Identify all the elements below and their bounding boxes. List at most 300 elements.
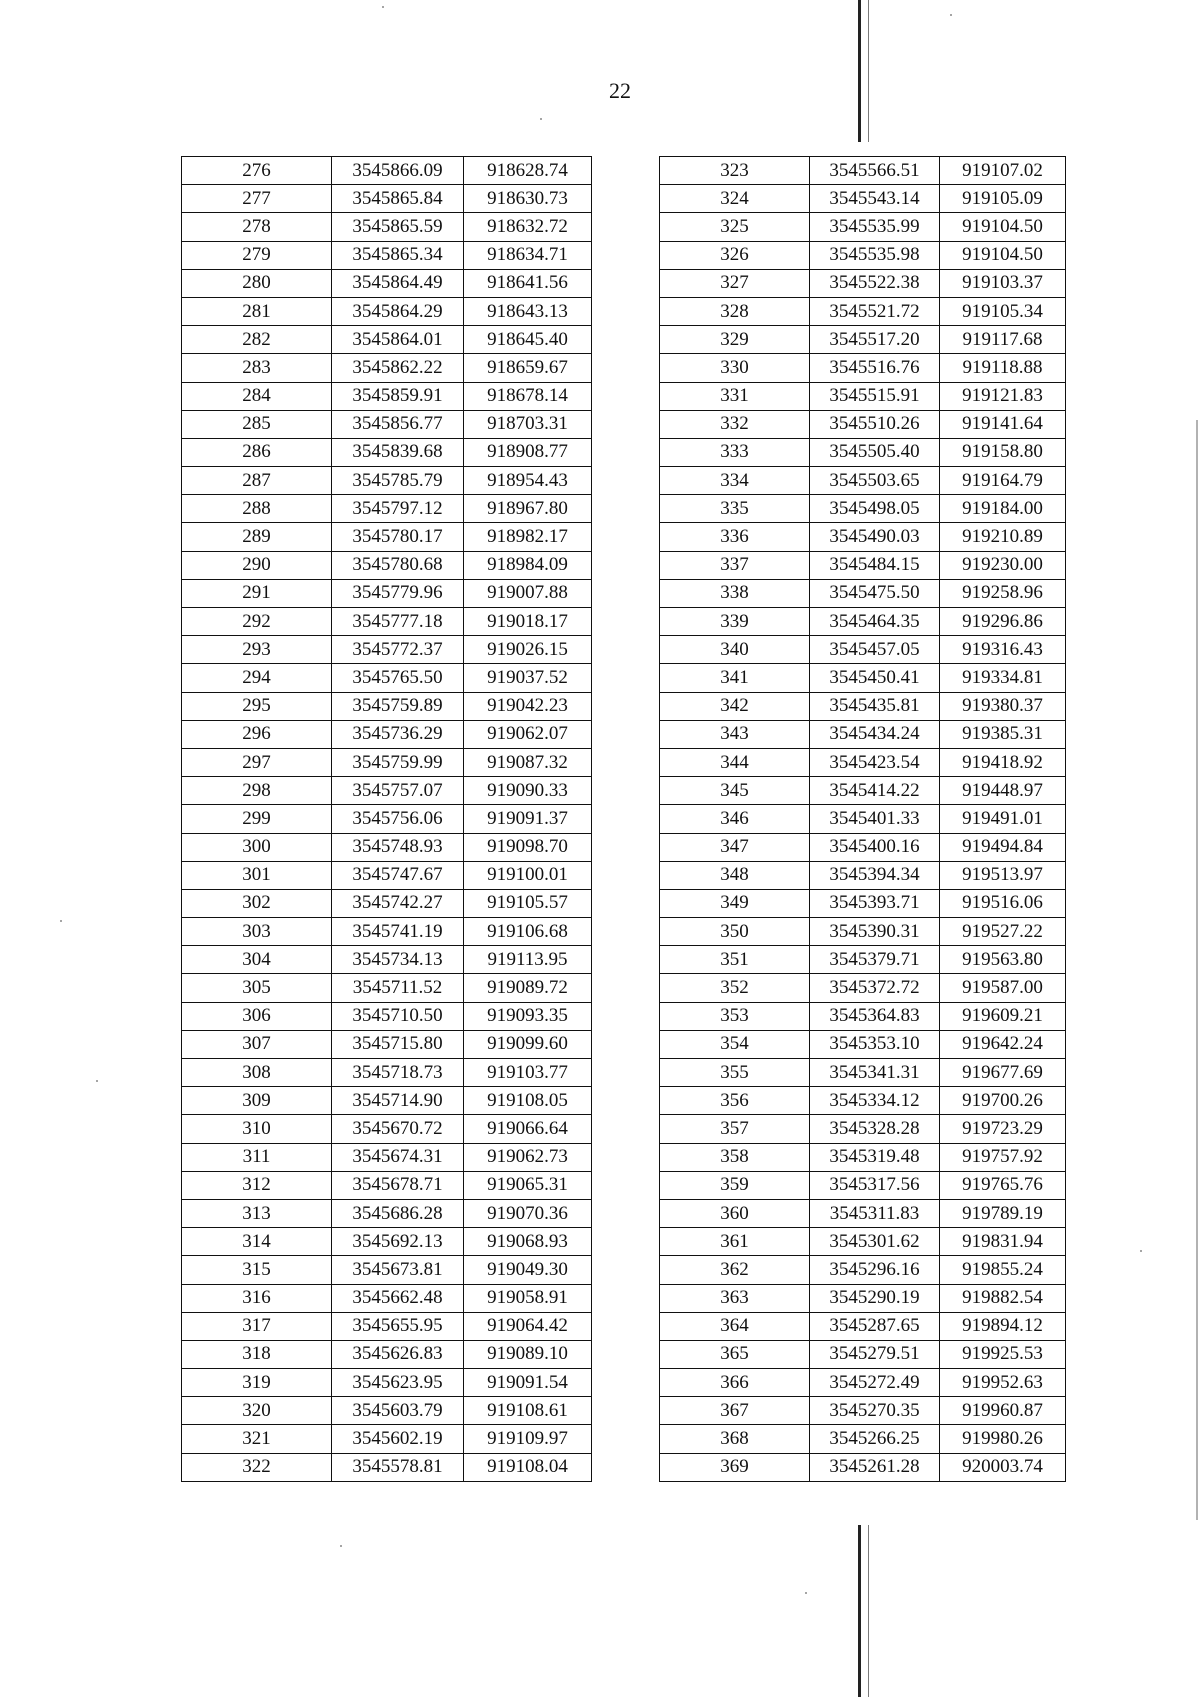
x-coordinate-cell: 3545734.13: [332, 946, 464, 974]
x-coordinate-cell: 3545718.73: [332, 1059, 464, 1087]
x-coordinate-cell: 3545364.83: [810, 1002, 940, 1030]
table-row: [660, 777, 1066, 805]
point-number-cell: 296: [182, 720, 332, 748]
point-number-cell: 312: [182, 1171, 332, 1199]
y-coordinate-cell: 918954.43: [464, 467, 592, 495]
table-row: [660, 1002, 1066, 1030]
table-row: [182, 805, 592, 833]
table-row: [660, 438, 1066, 466]
table-row: [660, 297, 1066, 325]
x-coordinate-cell: 3545434.24: [810, 720, 940, 748]
table-row: [182, 748, 592, 776]
y-coordinate-cell: 919164.79: [940, 467, 1066, 495]
binding-line-top-thin: [868, 0, 869, 142]
table-row: [660, 523, 1066, 551]
y-coordinate-cell: 919099.60: [464, 1030, 592, 1058]
point-number-cell: 309: [182, 1087, 332, 1115]
y-coordinate-cell: 918630.73: [464, 185, 592, 213]
y-coordinate-cell: 919064.42: [464, 1312, 592, 1340]
y-coordinate-cell: 918703.31: [464, 410, 592, 438]
table-row: [660, 269, 1066, 297]
right-edge-line: [1196, 420, 1198, 1520]
scan-speck: [340, 1545, 342, 1547]
point-number-cell: 360: [660, 1199, 810, 1227]
x-coordinate-cell: 3545319.48: [810, 1143, 940, 1171]
x-coordinate-cell: 3545785.79: [332, 467, 464, 495]
y-coordinate-cell: 919380.37: [940, 692, 1066, 720]
point-number-cell: 335: [660, 495, 810, 523]
table-row: [182, 918, 592, 946]
point-number-cell: 344: [660, 748, 810, 776]
point-number-cell: 307: [182, 1030, 332, 1058]
x-coordinate-cell: 3545484.15: [810, 551, 940, 579]
y-coordinate-cell: 919089.72: [464, 974, 592, 1002]
point-number-cell: 314: [182, 1228, 332, 1256]
y-coordinate-cell: 919105.34: [940, 297, 1066, 325]
y-coordinate-cell: 919091.37: [464, 805, 592, 833]
x-coordinate-cell: 3545736.29: [332, 720, 464, 748]
point-number-cell: 365: [660, 1340, 810, 1368]
x-coordinate-cell: 3545623.95: [332, 1369, 464, 1397]
table-row: [660, 1340, 1066, 1368]
point-number-cell: 339: [660, 608, 810, 636]
x-coordinate-cell: 3545334.12: [810, 1087, 940, 1115]
x-coordinate-cell: 3545715.80: [332, 1030, 464, 1058]
x-coordinate-cell: 3545772.37: [332, 636, 464, 664]
y-coordinate-cell: 919642.24: [940, 1030, 1066, 1058]
x-coordinate-cell: 3545864.49: [332, 269, 464, 297]
table-row: [182, 861, 592, 889]
x-coordinate-cell: 3545279.51: [810, 1340, 940, 1368]
point-number-cell: 340: [660, 636, 810, 664]
point-number-cell: 336: [660, 523, 810, 551]
x-coordinate-cell: 3545864.01: [332, 326, 464, 354]
y-coordinate-cell: 919141.64: [940, 410, 1066, 438]
table-row: [182, 1369, 592, 1397]
table-row: [660, 1059, 1066, 1087]
y-coordinate-cell: 919117.68: [940, 326, 1066, 354]
point-number-cell: 290: [182, 551, 332, 579]
y-coordinate-cell: 919091.54: [464, 1369, 592, 1397]
point-number-cell: 285: [182, 410, 332, 438]
binding-line-bottom: [858, 1525, 861, 1697]
y-coordinate-cell: 918678.14: [464, 382, 592, 410]
table-row: [660, 326, 1066, 354]
point-number-cell: 327: [660, 269, 810, 297]
point-number-cell: 277: [182, 185, 332, 213]
y-coordinate-cell: 919068.93: [464, 1228, 592, 1256]
point-number-cell: 357: [660, 1115, 810, 1143]
point-number-cell: 282: [182, 326, 332, 354]
table-row: [182, 1425, 592, 1453]
x-coordinate-cell: 3545742.27: [332, 889, 464, 917]
table-row: [182, 889, 592, 917]
table-row: [182, 1453, 592, 1481]
x-coordinate-cell: 3545865.34: [332, 241, 464, 269]
point-number-cell: 346: [660, 805, 810, 833]
table-row: [660, 664, 1066, 692]
y-coordinate-cell: 919513.97: [940, 861, 1066, 889]
x-coordinate-cell: 3545757.07: [332, 777, 464, 805]
x-coordinate-cell: 3545353.10: [810, 1030, 940, 1058]
table-row: [660, 1115, 1066, 1143]
point-number-cell: 297: [182, 748, 332, 776]
x-coordinate-cell: 3545865.59: [332, 213, 464, 241]
point-number-cell: 298: [182, 777, 332, 805]
table-row: [182, 354, 592, 382]
x-coordinate-cell: 3545602.19: [332, 1425, 464, 1453]
binding-line-top: [858, 0, 861, 142]
page-number: 22: [609, 78, 631, 103]
x-coordinate-cell: 3545779.96: [332, 579, 464, 607]
point-number-cell: 291: [182, 579, 332, 607]
y-coordinate-cell: 919105.09: [940, 185, 1066, 213]
y-coordinate-cell: 919121.83: [940, 382, 1066, 410]
y-coordinate-cell: 919066.64: [464, 1115, 592, 1143]
x-coordinate-cell: 3545603.79: [332, 1397, 464, 1425]
table-row: [182, 1002, 592, 1030]
x-coordinate-cell: 3545759.99: [332, 748, 464, 776]
x-coordinate-cell: 3545839.68: [332, 438, 464, 466]
point-number-cell: 353: [660, 1002, 810, 1030]
x-coordinate-cell: 3545400.16: [810, 833, 940, 861]
x-coordinate-cell: 3545756.06: [332, 805, 464, 833]
x-coordinate-cell: 3545777.18: [332, 608, 464, 636]
table-row: [660, 1030, 1066, 1058]
point-number-cell: 317: [182, 1312, 332, 1340]
x-coordinate-cell: 3545655.95: [332, 1312, 464, 1340]
x-coordinate-cell: 3545401.33: [810, 805, 940, 833]
scan-speck: [60, 920, 62, 922]
table-row: [660, 918, 1066, 946]
table-row: [660, 636, 1066, 664]
y-coordinate-cell: 920003.74: [940, 1453, 1066, 1481]
x-coordinate-cell: 3545266.25: [810, 1425, 940, 1453]
y-coordinate-cell: 919385.31: [940, 720, 1066, 748]
table-row: [182, 1397, 592, 1425]
point-number-cell: 319: [182, 1369, 332, 1397]
point-number-cell: 294: [182, 664, 332, 692]
y-coordinate-cell: 919049.30: [464, 1256, 592, 1284]
y-coordinate-cell: 919448.97: [940, 777, 1066, 805]
table-row: [660, 1453, 1066, 1481]
table-row: [660, 1369, 1066, 1397]
y-coordinate-cell: 919334.81: [940, 664, 1066, 692]
point-number-cell: 306: [182, 1002, 332, 1030]
y-coordinate-cell: 919070.36: [464, 1199, 592, 1227]
x-coordinate-cell: 3545578.81: [332, 1453, 464, 1481]
x-coordinate-cell: 3545765.50: [332, 664, 464, 692]
table-row: [182, 382, 592, 410]
point-number-cell: 350: [660, 918, 810, 946]
table-row: [660, 1425, 1066, 1453]
y-coordinate-cell: 918908.77: [464, 438, 592, 466]
x-coordinate-cell: 3545741.19: [332, 918, 464, 946]
y-coordinate-cell: 919258.96: [940, 579, 1066, 607]
point-number-cell: 338: [660, 579, 810, 607]
point-number-cell: 302: [182, 889, 332, 917]
point-number-cell: 349: [660, 889, 810, 917]
table-row: [182, 1284, 592, 1312]
y-coordinate-cell: 918632.72: [464, 213, 592, 241]
point-number-cell: 368: [660, 1425, 810, 1453]
y-coordinate-cell: 919609.21: [940, 1002, 1066, 1030]
point-number-cell: 278: [182, 213, 332, 241]
table-row: [182, 692, 592, 720]
x-coordinate-cell: 3545759.89: [332, 692, 464, 720]
table-row: [182, 269, 592, 297]
x-coordinate-cell: 3545780.17: [332, 523, 464, 551]
table-row: [182, 1143, 592, 1171]
y-coordinate-cell: 918984.09: [464, 551, 592, 579]
x-coordinate-cell: 3545866.09: [332, 157, 464, 185]
y-coordinate-cell: 919108.61: [464, 1397, 592, 1425]
point-number-cell: 280: [182, 269, 332, 297]
y-coordinate-cell: 919158.80: [940, 438, 1066, 466]
x-coordinate-cell: 3545543.14: [810, 185, 940, 213]
x-coordinate-cell: 3545510.26: [810, 410, 940, 438]
point-number-cell: 281: [182, 297, 332, 325]
point-number-cell: 304: [182, 946, 332, 974]
point-number-cell: 352: [660, 974, 810, 1002]
point-number-cell: 311: [182, 1143, 332, 1171]
x-coordinate-cell: 3545521.72: [810, 297, 940, 325]
y-coordinate-cell: 919960.87: [940, 1397, 1066, 1425]
point-number-cell: 363: [660, 1284, 810, 1312]
table-row: [660, 748, 1066, 776]
x-coordinate-cell: 3545673.81: [332, 1256, 464, 1284]
x-coordinate-cell: 3545862.22: [332, 354, 464, 382]
table-row: [182, 1256, 592, 1284]
point-number-cell: 305: [182, 974, 332, 1002]
x-coordinate-cell: 3545780.68: [332, 551, 464, 579]
x-coordinate-cell: 3545450.41: [810, 664, 940, 692]
point-number-cell: 325: [660, 213, 810, 241]
point-number-cell: 334: [660, 467, 810, 495]
y-coordinate-cell: 918659.67: [464, 354, 592, 382]
y-coordinate-cell: 919184.00: [940, 495, 1066, 523]
x-coordinate-cell: 3545261.28: [810, 1453, 940, 1481]
point-number-cell: 316: [182, 1284, 332, 1312]
x-coordinate-cell: 3545714.90: [332, 1087, 464, 1115]
y-coordinate-cell: 919104.50: [940, 241, 1066, 269]
table-row: [660, 579, 1066, 607]
x-coordinate-cell: 3545390.31: [810, 918, 940, 946]
point-number-cell: 337: [660, 551, 810, 579]
x-coordinate-cell: 3545515.91: [810, 382, 940, 410]
scan-speck: [382, 6, 384, 8]
y-coordinate-cell: 919065.31: [464, 1171, 592, 1199]
y-coordinate-cell: 919723.29: [940, 1115, 1066, 1143]
x-coordinate-cell: 3545328.28: [810, 1115, 940, 1143]
table-row: [182, 157, 592, 185]
x-coordinate-cell: 3545379.71: [810, 946, 940, 974]
y-coordinate-cell: 919516.06: [940, 889, 1066, 917]
x-coordinate-cell: 3545287.65: [810, 1312, 940, 1340]
table-row: [660, 805, 1066, 833]
y-coordinate-cell: 919831.94: [940, 1228, 1066, 1256]
y-coordinate-cell: 919113.95: [464, 946, 592, 974]
x-coordinate-cell: 3545272.49: [810, 1369, 940, 1397]
x-coordinate-cell: 3545516.76: [810, 354, 940, 382]
y-coordinate-cell: 919108.04: [464, 1453, 592, 1481]
x-coordinate-cell: 3545859.91: [332, 382, 464, 410]
table-row: [182, 410, 592, 438]
point-number-cell: 345: [660, 777, 810, 805]
y-coordinate-cell: 919037.52: [464, 664, 592, 692]
table-row: [660, 1284, 1066, 1312]
x-coordinate-cell: 3545856.77: [332, 410, 464, 438]
table-row: [182, 1059, 592, 1087]
x-coordinate-cell: 3545296.16: [810, 1256, 940, 1284]
table-row: [660, 551, 1066, 579]
y-coordinate-cell: 919087.32: [464, 748, 592, 776]
y-coordinate-cell: 919105.57: [464, 889, 592, 917]
point-number-cell: 318: [182, 1340, 332, 1368]
y-coordinate-cell: 919527.22: [940, 918, 1066, 946]
point-number-cell: 361: [660, 1228, 810, 1256]
table-row: [182, 1199, 592, 1227]
point-number-cell: 364: [660, 1312, 810, 1340]
x-coordinate-cell: 3545457.05: [810, 636, 940, 664]
table-row: [182, 495, 592, 523]
point-number-cell: 323: [660, 157, 810, 185]
y-coordinate-cell: 919700.26: [940, 1087, 1066, 1115]
x-coordinate-cell: 3545865.84: [332, 185, 464, 213]
table-row: [182, 974, 592, 1002]
table-row: [182, 213, 592, 241]
y-coordinate-cell: 919090.33: [464, 777, 592, 805]
point-number-cell: 293: [182, 636, 332, 664]
y-coordinate-cell: 919093.35: [464, 1002, 592, 1030]
x-coordinate-cell: 3545797.12: [332, 495, 464, 523]
x-coordinate-cell: 3545317.56: [810, 1171, 940, 1199]
coordinate-table-right: [659, 156, 1066, 1482]
point-number-cell: 356: [660, 1087, 810, 1115]
table-row: [660, 382, 1066, 410]
y-coordinate-cell: 919894.12: [940, 1312, 1066, 1340]
x-coordinate-cell: 3545290.19: [810, 1284, 940, 1312]
point-number-cell: 369: [660, 1453, 810, 1481]
point-number-cell: 332: [660, 410, 810, 438]
x-coordinate-cell: 3545748.93: [332, 833, 464, 861]
point-number-cell: 299: [182, 805, 332, 833]
y-coordinate-cell: 919108.05: [464, 1087, 592, 1115]
table-row: [660, 157, 1066, 185]
x-coordinate-cell: 3545626.83: [332, 1340, 464, 1368]
point-number-cell: 276: [182, 157, 332, 185]
x-coordinate-cell: 3545566.51: [810, 157, 940, 185]
y-coordinate-cell: 919098.70: [464, 833, 592, 861]
y-coordinate-cell: 919587.00: [940, 974, 1066, 1002]
point-number-cell: 303: [182, 918, 332, 946]
table-row: [182, 326, 592, 354]
y-coordinate-cell: 919042.23: [464, 692, 592, 720]
point-number-cell: 331: [660, 382, 810, 410]
point-number-cell: 315: [182, 1256, 332, 1284]
y-coordinate-cell: 918645.40: [464, 326, 592, 354]
scan-speck: [805, 1592, 807, 1594]
x-coordinate-cell: 3545711.52: [332, 974, 464, 1002]
point-number-cell: 320: [182, 1397, 332, 1425]
y-coordinate-cell: 919925.53: [940, 1340, 1066, 1368]
point-number-cell: 329: [660, 326, 810, 354]
x-coordinate-cell: 3545394.34: [810, 861, 940, 889]
table-row: [660, 354, 1066, 382]
x-coordinate-cell: 3545522.38: [810, 269, 940, 297]
point-number-cell: 341: [660, 664, 810, 692]
y-coordinate-cell: 919118.88: [940, 354, 1066, 382]
table-row: [182, 438, 592, 466]
y-coordinate-cell: 919107.02: [940, 157, 1066, 185]
x-coordinate-cell: 3545270.35: [810, 1397, 940, 1425]
point-number-cell: 366: [660, 1369, 810, 1397]
table-row: [182, 1087, 592, 1115]
point-number-cell: 313: [182, 1199, 332, 1227]
x-coordinate-cell: 3545490.03: [810, 523, 940, 551]
y-coordinate-cell: 918628.74: [464, 157, 592, 185]
table-row: [182, 185, 592, 213]
point-number-cell: 301: [182, 861, 332, 889]
table-row: [660, 1171, 1066, 1199]
table-row: [660, 1143, 1066, 1171]
point-number-cell: 283: [182, 354, 332, 382]
x-coordinate-cell: 3545435.81: [810, 692, 940, 720]
x-coordinate-cell: 3545341.31: [810, 1059, 940, 1087]
y-coordinate-cell: 919494.84: [940, 833, 1066, 861]
coordinate-table-left: [181, 156, 592, 1482]
table-row: [182, 636, 592, 664]
point-number-cell: 358: [660, 1143, 810, 1171]
y-coordinate-cell: 919089.10: [464, 1340, 592, 1368]
table-row: [660, 1228, 1066, 1256]
table-row: [660, 974, 1066, 1002]
point-number-cell: 308: [182, 1059, 332, 1087]
x-coordinate-cell: 3545535.99: [810, 213, 940, 241]
point-number-cell: 354: [660, 1030, 810, 1058]
point-number-cell: 348: [660, 861, 810, 889]
point-number-cell: 300: [182, 833, 332, 861]
y-coordinate-cell: 919296.86: [940, 608, 1066, 636]
point-number-cell: 326: [660, 241, 810, 269]
point-number-cell: 330: [660, 354, 810, 382]
x-coordinate-cell: 3545535.98: [810, 241, 940, 269]
table-row: [182, 833, 592, 861]
table-row: [182, 720, 592, 748]
y-coordinate-cell: 919855.24: [940, 1256, 1066, 1284]
point-number-cell: 310: [182, 1115, 332, 1143]
table-row: [660, 608, 1066, 636]
y-coordinate-cell: 919789.19: [940, 1199, 1066, 1227]
x-coordinate-cell: 3545505.40: [810, 438, 940, 466]
table-row: [660, 185, 1066, 213]
table-row: [660, 467, 1066, 495]
x-coordinate-cell: 3545464.35: [810, 608, 940, 636]
table-row: [660, 692, 1066, 720]
point-number-cell: 289: [182, 523, 332, 551]
point-number-cell: 284: [182, 382, 332, 410]
table-row: [660, 861, 1066, 889]
x-coordinate-cell: 3545372.72: [810, 974, 940, 1002]
point-number-cell: 295: [182, 692, 332, 720]
table-row: [660, 720, 1066, 748]
x-coordinate-cell: 3545311.83: [810, 1199, 940, 1227]
table-row: [660, 410, 1066, 438]
x-coordinate-cell: 3545517.20: [810, 326, 940, 354]
x-coordinate-cell: 3545662.48: [332, 1284, 464, 1312]
table-row: [182, 1228, 592, 1256]
point-number-cell: 347: [660, 833, 810, 861]
